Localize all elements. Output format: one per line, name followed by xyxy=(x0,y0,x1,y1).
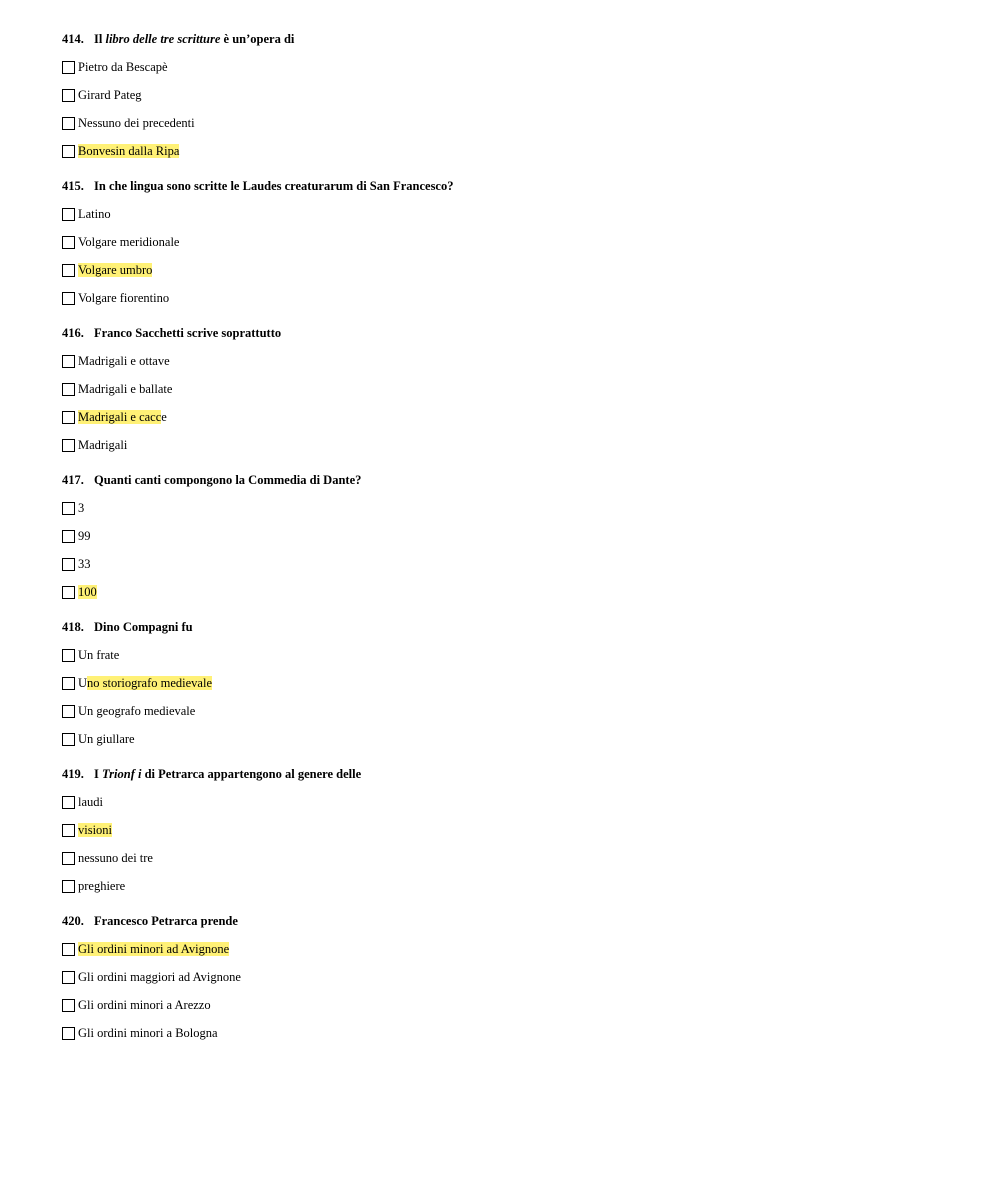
checkbox[interactable] xyxy=(62,208,75,221)
question-text: Quanti canti compongono la Commedia di Dante? xyxy=(94,473,362,487)
option[interactable] xyxy=(62,550,962,578)
question-416 xyxy=(62,325,962,459)
option-label: visioni xyxy=(78,822,113,837)
question-number: 414. xyxy=(62,32,84,46)
option-label: Volgare umbro xyxy=(78,262,153,277)
quiz-page xyxy=(62,31,962,1060)
checkbox[interactable] xyxy=(62,796,75,809)
option-highlighted[interactable] xyxy=(62,669,962,697)
option-label: Girard Pateg xyxy=(78,87,142,102)
option[interactable] xyxy=(62,228,962,256)
option-label: Latino xyxy=(78,206,111,221)
option-label: 99 xyxy=(78,528,91,543)
checkbox[interactable] xyxy=(62,355,75,368)
option-label: laudi xyxy=(78,794,103,809)
option[interactable] xyxy=(62,844,962,872)
option-label: nessuno dei tre xyxy=(78,850,153,865)
question-number: 419. xyxy=(62,767,84,781)
option-label: Gli ordini maggiori ad Avignone xyxy=(78,969,241,984)
checkbox[interactable] xyxy=(62,880,75,893)
option-label: Volgare meridionale xyxy=(78,234,180,249)
option[interactable] xyxy=(62,109,962,137)
option[interactable] xyxy=(62,431,962,459)
checkbox[interactable] xyxy=(62,586,75,599)
checkbox[interactable] xyxy=(62,943,75,956)
option-label: preghiere xyxy=(78,878,126,893)
question-number: 416. xyxy=(62,326,84,340)
question-number: 415. xyxy=(62,179,84,193)
question-420 xyxy=(62,913,962,1047)
checkbox[interactable] xyxy=(62,117,75,130)
question-title xyxy=(62,178,962,194)
option-label: Madrigali e cacce xyxy=(78,409,167,424)
question-title xyxy=(62,31,962,47)
option-label: Madrigali e ottave xyxy=(78,353,170,368)
option-label: Un frate xyxy=(78,647,120,662)
checkbox[interactable] xyxy=(62,439,75,452)
question-title xyxy=(62,913,962,929)
question-number: 417. xyxy=(62,473,84,487)
checkbox[interactable] xyxy=(62,558,75,571)
option-label: Madrigali xyxy=(78,437,128,452)
option[interactable] xyxy=(62,284,962,312)
question-title xyxy=(62,619,962,635)
question-text-italic: Trionf i xyxy=(102,767,142,781)
option[interactable] xyxy=(62,522,962,550)
question-title xyxy=(62,766,962,782)
option[interactable] xyxy=(62,872,962,900)
option[interactable] xyxy=(62,725,962,753)
option-label: 100 xyxy=(78,584,97,599)
checkbox[interactable] xyxy=(62,383,75,396)
question-title xyxy=(62,325,962,341)
question-title xyxy=(62,472,962,488)
option-label: Un geografo medievale xyxy=(78,703,196,718)
option-label: Bonvesin dalla Ripa xyxy=(78,143,180,158)
option-highlighted[interactable] xyxy=(62,403,962,431)
question-419 xyxy=(62,766,962,900)
checkbox[interactable] xyxy=(62,236,75,249)
checkbox[interactable] xyxy=(62,502,75,515)
option-label: Volgare fiorentino xyxy=(78,290,170,305)
checkbox[interactable] xyxy=(62,852,75,865)
question-text-italic: libro delle tre scritture xyxy=(105,32,221,46)
question-text: In che lingua sono scritte le Laudes creaturarum di San Francesco? xyxy=(94,179,454,193)
checkbox[interactable] xyxy=(62,824,75,837)
option-label: Gli ordini minori a Bologna xyxy=(78,1025,218,1040)
question-text: Il xyxy=(94,32,106,46)
question-text: Franco Sacchetti scrive soprattutto xyxy=(94,326,282,340)
option-highlighted[interactable] xyxy=(62,137,962,165)
option-label: Madrigali e ballate xyxy=(78,381,173,396)
checkbox[interactable] xyxy=(62,999,75,1012)
checkbox[interactable] xyxy=(62,649,75,662)
question-text: Dino Compagni fu xyxy=(94,620,193,634)
option-highlighted[interactable] xyxy=(62,816,962,844)
checkbox[interactable] xyxy=(62,530,75,543)
option[interactable] xyxy=(62,81,962,109)
checkbox[interactable] xyxy=(62,61,75,74)
option-label: 33 xyxy=(78,556,91,571)
option[interactable] xyxy=(62,1019,962,1047)
checkbox[interactable] xyxy=(62,89,75,102)
checkbox[interactable] xyxy=(62,411,75,424)
option[interactable] xyxy=(62,963,962,991)
question-text: I xyxy=(94,767,102,781)
option[interactable] xyxy=(62,641,962,669)
question-number: 418. xyxy=(62,620,84,634)
option[interactable] xyxy=(62,697,962,725)
checkbox[interactable] xyxy=(62,264,75,277)
option-highlighted[interactable] xyxy=(62,578,962,606)
checkbox[interactable] xyxy=(62,971,75,984)
checkbox[interactable] xyxy=(62,1027,75,1040)
option[interactable] xyxy=(62,788,962,816)
checkbox[interactable] xyxy=(62,733,75,746)
question-text: è un’opera di xyxy=(220,32,295,46)
question-417 xyxy=(62,472,962,606)
option[interactable] xyxy=(62,53,962,81)
checkbox[interactable] xyxy=(62,292,75,305)
option[interactable] xyxy=(62,375,962,403)
option-label: Nessuno dei precedenti xyxy=(78,115,195,130)
option-label: Gli ordini minori ad Avignone xyxy=(78,941,230,956)
question-text: di Petrarca appartengono al genere delle xyxy=(141,767,362,781)
question-text: Francesco Petrarca prende xyxy=(94,914,238,928)
option[interactable] xyxy=(62,494,962,522)
option-label: Pietro da Bescapè xyxy=(78,59,168,74)
option[interactable] xyxy=(62,200,962,228)
option-label: Uno storiografo medievale xyxy=(78,675,212,690)
option[interactable] xyxy=(62,347,962,375)
option[interactable] xyxy=(62,991,962,1019)
option-highlighted[interactable] xyxy=(62,256,962,284)
question-414 xyxy=(62,31,962,165)
option-label: 3 xyxy=(78,500,85,515)
checkbox[interactable] xyxy=(62,677,75,690)
question-415 xyxy=(62,178,962,312)
question-418 xyxy=(62,619,962,753)
option-label: Gli ordini minori a Arezzo xyxy=(78,997,211,1012)
question-number: 420. xyxy=(62,914,84,928)
option-highlighted[interactable] xyxy=(62,935,962,963)
checkbox[interactable] xyxy=(62,145,75,158)
checkbox[interactable] xyxy=(62,705,75,718)
option-label: Un giullare xyxy=(78,731,135,746)
